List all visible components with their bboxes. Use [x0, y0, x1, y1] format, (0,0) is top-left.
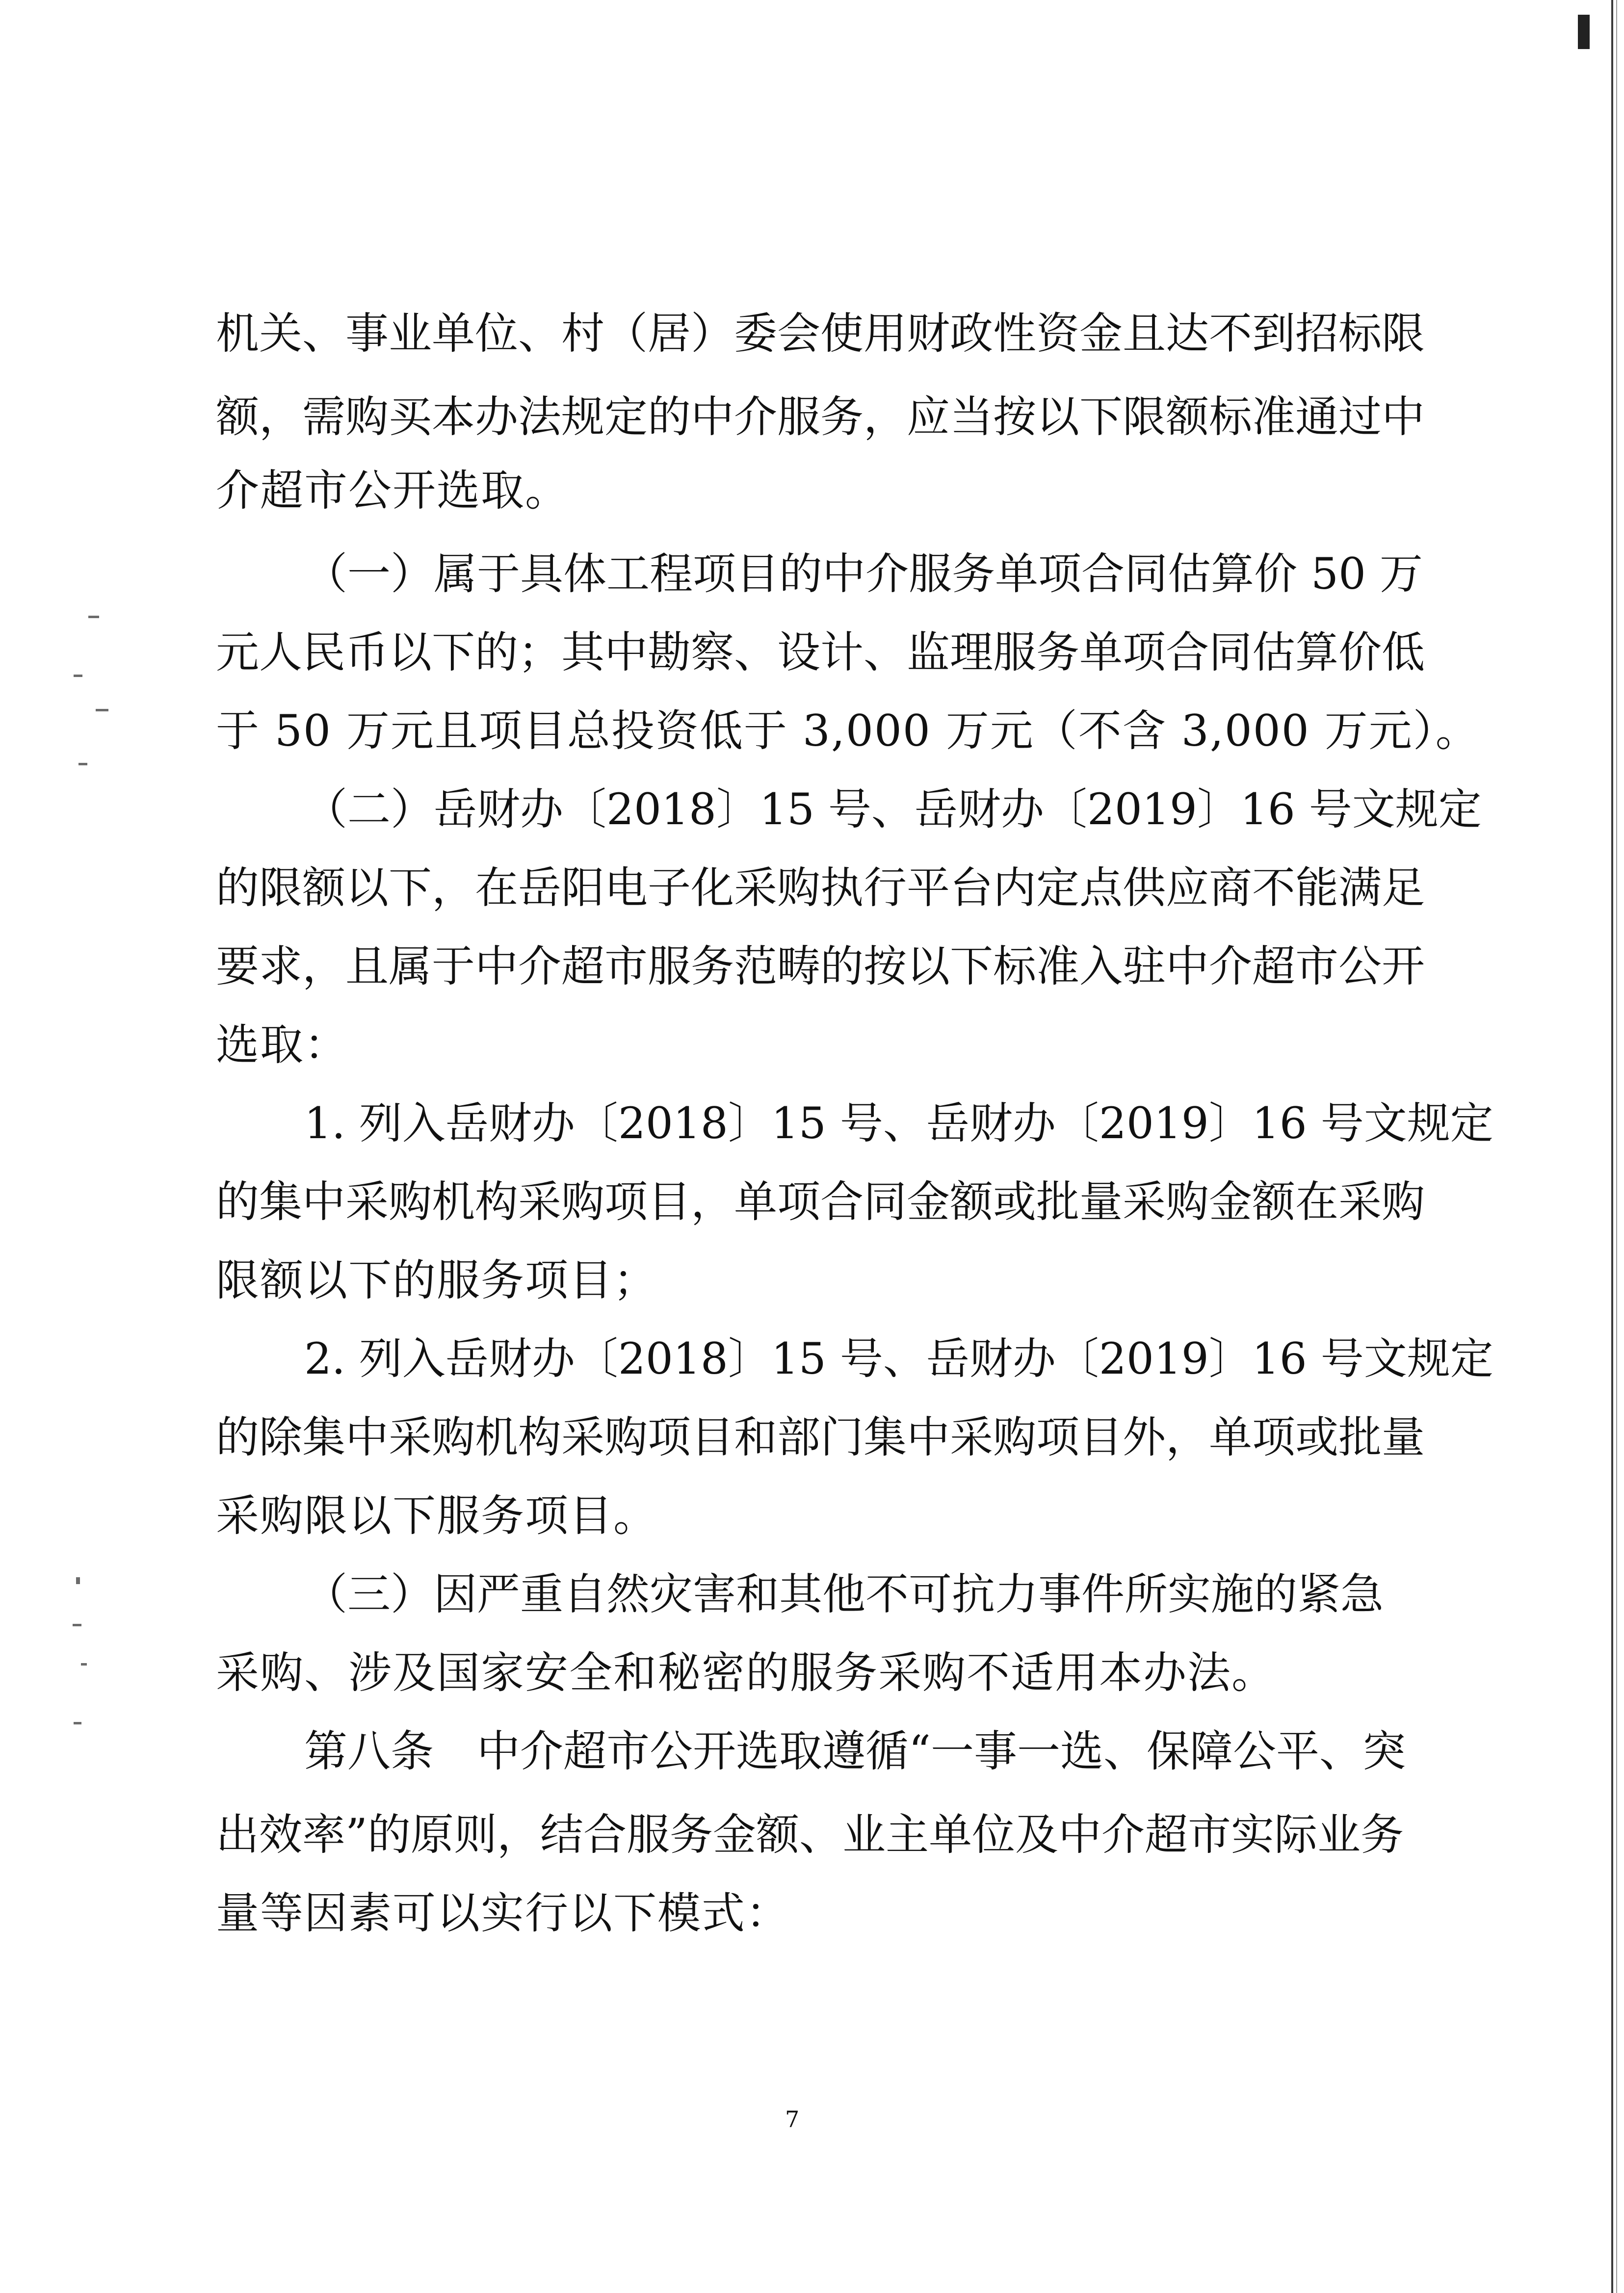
body-line: 2. 列入岳财办〔2018〕15 号、岳财办〔2019〕16 号文规定: [304, 1333, 1493, 1384]
scan-speck: [74, 1722, 81, 1724]
body-line: 1. 列入岳财办〔2018〕15 号、岳财办〔2019〕16 号文规定: [304, 1098, 1493, 1148]
scan-speck: [76, 1577, 80, 1584]
scan-speck: [96, 709, 108, 711]
scan-speck: [81, 1663, 87, 1666]
body-line: 限额以下的服务项目；: [216, 1255, 658, 1305]
body-line: 于 50 万元且项目总投资低于 3,000 万元（不含 3,000 万元）。: [216, 705, 1480, 756]
body-line: 介超市公开选取。: [216, 465, 570, 516]
body-line: 采购限以下服务项目。: [216, 1490, 658, 1541]
body-line: 要求，且属于中介超市服务范畴的按以下标准入驻中介超市公开: [216, 941, 1425, 991]
binding-edge-line-secondary: [1616, 0, 1617, 2293]
body-line: 采购、涉及国家安全和秘密的服务采购不适用本办法。: [216, 1647, 1276, 1698]
body-line: （一）属于具体工程项目的中介服务单项合同估算价 50 万: [304, 548, 1423, 599]
binding-edge-line: [1611, 0, 1613, 2293]
body-line: 额，需购买本办法规定的中介服务，应当按以下限额标准通过中: [216, 391, 1425, 442]
scan-speck: [79, 763, 87, 765]
body-line: （三）因严重自然灾害和其他不可抗力事件所实施的紧急: [304, 1569, 1384, 1619]
scan-top-mark: [1578, 15, 1590, 49]
body-line: 选取：: [216, 1019, 349, 1070]
body-line: 元人民币以下的；其中勘察、设计、监理服务单项合同估算价低: [216, 627, 1425, 677]
body-line: 的限额以下，在岳阳电子化采购执行平台内定点供应商不能满足: [216, 862, 1425, 913]
scan-speck: [73, 1624, 81, 1626]
article-eight-heading-line: 第八条 中介超市公开选取遵循“一事一选、保障公平、突: [304, 1726, 1406, 1776]
scan-speck: [74, 675, 82, 677]
body-line: 出效率”的原则，结合服务金额、业主单位及中介超市实际业务: [216, 1809, 1404, 1860]
body-line: 机关、事业单位、村（居）委会使用财政性资金且达不到招标限: [216, 308, 1425, 359]
body-line: 的除集中采购机构采购项目和部门集中采购项目外，单项或批量: [216, 1412, 1425, 1462]
body-line: 量等因素可以实行以下模式：: [216, 1888, 790, 1938]
body-line: （二）岳财办〔2018〕15 号、岳财办〔2019〕16 号文规定: [304, 784, 1482, 834]
scan-speck: [88, 616, 99, 618]
body-line: 的集中采购机构采购项目，单项合同金额或批量采购金额在采购: [216, 1176, 1425, 1227]
page-number: 7: [785, 2106, 800, 2133]
